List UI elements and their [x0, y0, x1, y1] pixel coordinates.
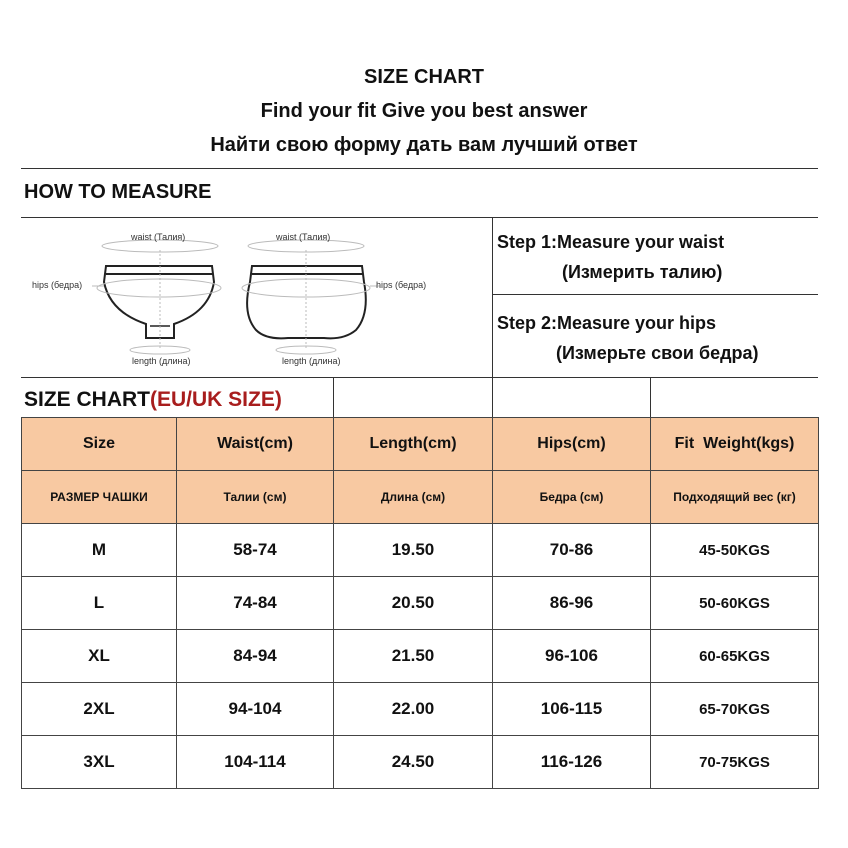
weight-cell: 70-75KGS — [651, 736, 819, 789]
hips-cell: 96-106 — [493, 630, 651, 683]
length-label: length (длина) — [132, 356, 191, 366]
column-header: Waist(cm) — [177, 418, 334, 471]
size-cell: L — [22, 577, 177, 630]
weight-cell: 50-60KGS — [651, 577, 819, 630]
hips-cell: 70-86 — [493, 524, 651, 577]
length-cell: 20.50 — [334, 577, 493, 630]
table-header-row — [22, 418, 819, 471]
table-row — [22, 524, 819, 577]
size-chart-heading — [24, 388, 282, 412]
column-header: Size — [22, 418, 177, 471]
waist-cell: 104-114 — [177, 736, 334, 789]
column-header: Length(cm) — [334, 418, 493, 471]
hips-cell: 86-96 — [493, 577, 651, 630]
divider — [650, 377, 651, 417]
waist-label: waist (Талия) — [131, 232, 186, 242]
column-header-ru: Длина (см) — [334, 471, 493, 524]
size-cell: M — [22, 524, 177, 577]
length-label: length (длина) — [282, 356, 341, 366]
divider — [492, 294, 818, 295]
column-header-ru: Подходящий вес (кг) — [651, 471, 819, 524]
weight-cell: 60-65KGS — [651, 630, 819, 683]
column-header: Fit Weight(kgs) — [651, 418, 819, 471]
how-to-measure-heading: HOW TO MEASURE — [24, 181, 212, 203]
hips-cell: 106-115 — [493, 683, 651, 736]
hips-label: hips (бедра) — [376, 280, 427, 290]
hips-label: hips (бедра) — [32, 280, 83, 290]
length-cell: 24.50 — [334, 736, 493, 789]
waist-cell: 84-94 — [177, 630, 334, 683]
measure-diagram — [24, 222, 490, 374]
length-cell: 19.50 — [334, 524, 493, 577]
step2-translation: (Измерьте свои бедра) — [556, 343, 759, 363]
divider — [21, 217, 818, 218]
size-cell: XL — [22, 630, 177, 683]
divider — [333, 377, 334, 417]
subtitle-russian: Найти свою форму дать вам лучший ответ — [210, 134, 638, 156]
step1-translation: (Измерить талию) — [562, 262, 723, 282]
subtitle-english: Find your fit Give you best answer — [260, 100, 588, 122]
divider — [492, 217, 493, 377]
weight-cell: 65-70KGS — [651, 683, 819, 736]
table-header-row-russian — [22, 471, 819, 524]
divider — [492, 377, 493, 417]
waist-cell: 74-84 — [177, 577, 334, 630]
step2-text: Step 2:Measure your hips — [497, 313, 717, 333]
waist-cell: 58-74 — [177, 524, 334, 577]
size-chart-heading-text: SIZE CHART — [24, 388, 150, 411]
page-title: SIZE CHART — [364, 66, 484, 88]
step1-text: Step 1:Measure your waist — [497, 232, 725, 252]
column-header-ru: Талии (см) — [177, 471, 334, 524]
length-cell: 22.00 — [334, 683, 493, 736]
length-cell: 21.50 — [334, 630, 493, 683]
table-row — [22, 630, 819, 683]
divider — [21, 168, 818, 169]
size-table — [21, 417, 819, 789]
column-header: Hips(cm) — [493, 418, 651, 471]
column-header-ru: РАЗМЕР ЧАШКИ — [22, 471, 177, 524]
column-header-ru: Бедра (см) — [493, 471, 651, 524]
size-cell: 2XL — [22, 683, 177, 736]
size-cell: 3XL — [22, 736, 177, 789]
hips-cell: 116-126 — [493, 736, 651, 789]
waist-cell: 94-104 — [177, 683, 334, 736]
table-row — [22, 683, 819, 736]
divider — [21, 377, 818, 378]
table-row — [22, 736, 819, 789]
table-row — [22, 577, 819, 630]
size-chart-region: (EU/UK SIZE) — [150, 388, 282, 411]
waist-label: waist (Талия) — [276, 232, 331, 242]
underwear-diagram-icon — [24, 222, 490, 374]
weight-cell: 45-50KGS — [651, 524, 819, 577]
